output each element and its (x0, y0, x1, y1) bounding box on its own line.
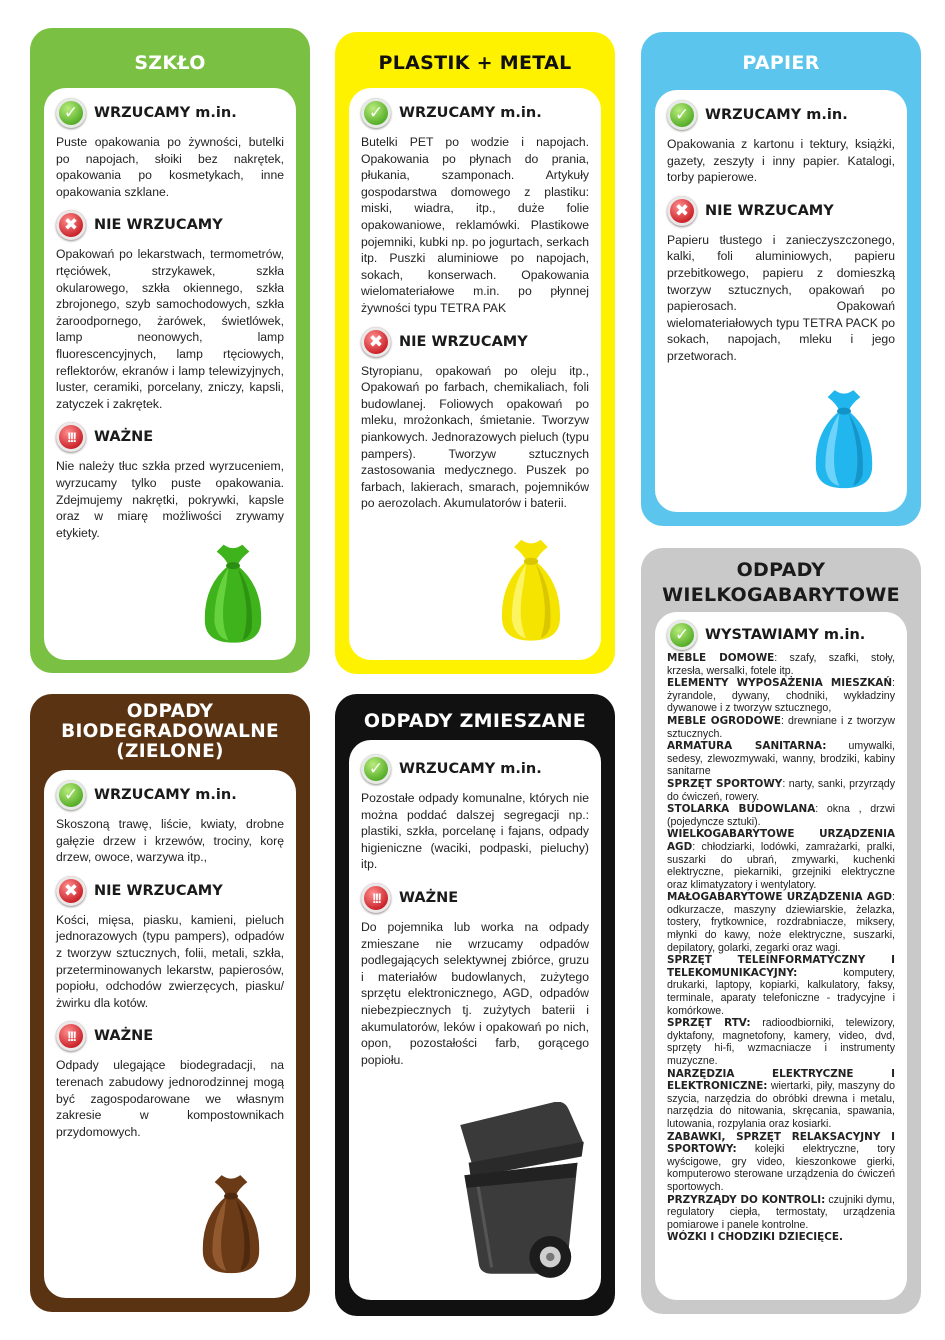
bulky-item-text: wiertarki, piły, maszyny do szycia, narzędzia do obróbki drewna i metalu, narzędzia do nitowania, skręcania, spawania, lutowania, rozpylania oraz kosiarki. (667, 1080, 895, 1130)
bulky-item (667, 803, 895, 828)
bulky-item-head: PRZYRZĄDY DO KONTROLI: (667, 1193, 826, 1206)
card-title: ODPADY ZMIESZANE (363, 710, 587, 732)
section-yes (361, 98, 589, 128)
exclamation-icon: !!! (56, 1021, 86, 1051)
section-label: WAŻNE (94, 1028, 154, 1045)
bulky-item (667, 652, 895, 677)
exclamation-icon: !!! (56, 422, 86, 452)
bulky-item-text: : szafy, szafki, stoły, krzesła, wersalki, fotele itp. (667, 652, 895, 677)
yes-text: Skoszoną trawę, liście, kwiaty, drobne gałęzie drzew i krzewów, trociny, korę drzew, owoce, warzywa itp., (56, 817, 284, 865)
plastic-metal-card (335, 32, 615, 674)
card-title (641, 558, 921, 608)
yes-text: Puste opakowania po żywności, butelki po napojach, słoiki bez nakrętek, opakowania po kosmetykach, inne opakowania szklane. (56, 135, 284, 199)
bulky-item (667, 778, 895, 803)
bulky-item-head: MAŁOGABARYTOWE URZĄDZENIA AGD (667, 891, 893, 904)
bulky-item (667, 1194, 895, 1232)
bulky-item (667, 1068, 895, 1131)
section-label: WRZUCAMY m.in. (705, 107, 848, 123)
bulky-item (667, 740, 895, 778)
bulky-item-text: kolejki elektryczne, tory wyścigowe, gry video, kieszonkowe gierki, komputerowo sterowane urządzenia do ćwiczeń sportowych. (667, 1143, 895, 1193)
section-important (56, 422, 284, 452)
bulky-item (667, 1131, 895, 1194)
card-title: SZKŁO (134, 52, 206, 74)
section-label: NIE WRZUCAMY (705, 202, 834, 219)
yes-text: Pozostałe odpady komunalne, których nie można poddać dalszej segregacji np.: plastiki, szkła, porcelanę i fajans, odpady higieniczne (waciki, podpaski, pieluchy) itp. (361, 791, 589, 872)
bulky-item-head: ELEMENTY WYPOSAŻENIA MIESZKAŃ (667, 677, 893, 690)
section-no (56, 210, 284, 240)
bulky-item (667, 954, 895, 1017)
section-label: NIE WRZUCAMY (94, 882, 223, 899)
cross-icon: ✖ (56, 876, 86, 906)
mixed-card (335, 694, 615, 1316)
section-important (56, 1021, 284, 1051)
important-text: Odpady ulegające biodegradacji, na terenach zabudowy jednorodzinnej mogą być zagospodarowane we własnym zakresie w kompostownikach przydomowych. (56, 1058, 284, 1139)
bulky-item-head: MEBLE OGRODOWE (667, 714, 782, 727)
cross-icon: ✖ (56, 210, 86, 240)
bio-card (30, 694, 310, 1312)
section-label: WAŻNE (94, 429, 154, 446)
title-line: WIELKOGABARYTOWE (662, 584, 900, 606)
bulky-item (667, 828, 895, 891)
title-line: (ZIELONE) (116, 741, 224, 762)
bulky-item-text: : okna , drzwi (pojedyncze sztuki). (667, 803, 895, 828)
yes-text: Butelki PET po wodzie i napojach. Opakowania po płynach do prania, płukania, szamponach. Artykuły gospodarstwa domowego z plastiku: miski, wiadra, itp., duże folie opakowaniowe, reklamówki. Plastikowe pojemniki, kubki np. po jogurtach, serkach itp. Puszki aluminiowe po napojach, sokach, konserwach. Opakowania wielomateriałowe m.in. po płynnej żywności typu TETRA PAK (361, 135, 589, 315)
checkmark-icon: ✓ (361, 98, 391, 128)
bulky-card (641, 548, 921, 1314)
no-text: Styropianu, opakowań po oleju itp., Opakowań po farbach, chemikaliach, foli budowlanej. Foliowych opakowań po mleku, mrożonkach, śmietanie. Tworzyw piankowych. Jednorazowych pieluch (typu pampers). Tworzyw sztucznych zastosowania medycznego. Puszek po farbach, lakierach, smarach, pojemników po aerozolach. Akumulatorów i baterii. (361, 363, 589, 511)
bulky-item-head: NARZĘDZIA ELEKTRYCZNE I ELEKTRONICZNE: (667, 1067, 895, 1093)
section-label: WYSTAWIAMY m.in. (705, 627, 866, 643)
exclamation-icon: !!! (361, 883, 391, 913)
no-text: Opakowań po lekarstwach, termometrów, rtęciówek, strzykawek, szkła okularowego, szkła okiennego, szkła zbrojonego, szyb samochodowych, szkła żaroodpornego, żarówek, świetlówek, lamp neonowych, lamp fluorescencyjnych, lamp rtęciowych, reflektorów, ekranów i lamp telewizyjnych, luster, ceramiki, porcelany, zniczy, kapsli, zatyczek i zakrętek. (56, 247, 284, 411)
section-label: NIE WRZUCAMY (399, 333, 528, 350)
section-no (667, 196, 895, 226)
bulky-item-head: STOLARKA BUDOWLANA (667, 803, 816, 816)
section-yes (361, 754, 589, 784)
checkmark-icon: ✓ (667, 100, 697, 130)
checkmark-icon: ✓ (56, 780, 86, 810)
bulky-item (667, 715, 895, 740)
no-text: Kości, mięsa, piasku, kamieni, pieluch jednorazowych (typu pampers), odpadów z tworzyw sztucznych, folii, metali, szkła, przeterminowanych lekarstw, papierosów, popiołu, odchodów zwierzęcych, piasku/żwirku dla kotów. (56, 912, 284, 1010)
card-title (30, 702, 310, 762)
card-title: PLASTIK + METAL (378, 52, 572, 74)
green-bag-icon (198, 540, 268, 645)
card-panel (655, 612, 907, 1300)
card-title: PAPIER (742, 52, 820, 74)
bulky-item-text: : drewniane i z tworzyw sztucznych. (667, 714, 895, 740)
bulky-item-text: : narty, sanki, przyrządy do ćwiczeń, rowery. (667, 777, 895, 803)
title-line: ODPADY (126, 701, 214, 722)
bulky-item (667, 677, 895, 715)
important-text: Nie należy tłuc szkła przed wyrzuceniem, wyrzucamy tylko puste opakowania. Zdejmujemy nakrętki, pokrywki, kapsle oraz w miarę możliwości zrywamy etykiety. (56, 459, 284, 540)
section-label: WRZUCAMY m.in. (94, 787, 237, 803)
bulky-item-text: czujniki dymu, regulatory ciepła, termostaty, urządzenia pomiarowe i panele kontrolne. (667, 1193, 895, 1231)
checkmark-icon: ✓ (361, 754, 391, 784)
paper-card (641, 32, 921, 526)
cross-icon: ✖ (361, 327, 391, 357)
section-label: WRZUCAMY m.in. (399, 105, 542, 121)
bulky-item-text: : żyrandole, dywany, chodniki, wykładziny dywanowe i z tworzyw sztucznego, (667, 677, 895, 715)
bulky-item-head: MEBLE DOMOWE (667, 652, 775, 664)
bulky-item-text: : chłodziarki, lodówki, zamrażarki, pralki, suszarki do ubrań, zmywarki, kuchenki elektryczne, piekarniki, grzejniki elektryczne oraz klimatyzatory i wentylatory. (667, 840, 895, 891)
important-text: Do pojemnika lub worka na odpady zmieszane nie wrzucamy odpadów podlegających selektywnej zbiórce, gruzu i materiałów budowlanych, zużytego sprzętu elektronicznego, AGD, odpadów niebezpiecznych tj. zużytych baterii i akumulatorów, leków i opakowań po nich, opon, pozostałości farb, gorącego popiołu. (361, 919, 589, 1067)
bulky-items-list (667, 652, 895, 1244)
bulky-item-text: umywalki, sedesy, zlewozmywaki, wanny, brodziki, kabiny sanitarne (667, 740, 895, 778)
section-label: WAŻNE (399, 889, 459, 906)
bulky-item-head: ZABAWKI, SPRZĘT RELAKSACYJNY I SPORTOWY: (667, 1130, 895, 1156)
title-line: ODPADY (736, 559, 826, 581)
yes-text: Opakowania z kartonu i tektury, książki, gazety, zeszyty i inny papier. Katalogi, torby papierowe. (667, 137, 895, 185)
section-yes (56, 780, 284, 810)
bulky-item (667, 1231, 895, 1244)
section-place (667, 620, 895, 650)
glass-card (30, 28, 310, 673)
bulky-item-head: ARMATURA SANITARNA: (667, 740, 827, 753)
section-label: WRZUCAMY m.in. (399, 761, 542, 777)
bulky-item-head: WÓZKI I CHODZIKI DZIECIĘCE. (667, 1231, 843, 1244)
blue-bag-icon (809, 384, 879, 492)
yellow-bag-icon (495, 534, 567, 644)
bulky-item-text: radioodbiorniki, telewizory, dyktafony, magnetofony, kamery, video, dvd, sprzęty hi-fi, wzmacniacze i instrumenty muzyczne. (667, 1017, 895, 1067)
section-label: WRZUCAMY m.in. (94, 105, 237, 121)
checkmark-icon: ✓ (56, 98, 86, 128)
no-text: Papieru tłustego i zanieczyszczonego, kalki, foli aluminiowych, papieru przebitkowego, papieru z domieszką tworzyw sztucznych, opakowań po papierosach. Opakowań wielomateriałowych typu TETRA PACK po sokach, napojach, mleku i jego przetworach. (667, 232, 895, 363)
bulky-item (667, 891, 895, 954)
bulky-item-text: komputery, drukarki, laptopy, kopiarki, kalkulatory, faksy, terminale, aparaty telefoniczne - tradycyjne i komórkowe. (667, 966, 895, 1017)
bulky-item-text: : odkurzacze, maszyny dziewiarskie, żelazka, tostery, frytkownice, rozdrabniacze, miksery, młynki do kawy, noże elektryczne, suszarki, depilatory, golarki, zegarki oraz wagi. (667, 891, 895, 954)
waste-bin-icon (453, 1102, 591, 1280)
bulky-item-head: SPRZĘT SPORTOWY (667, 777, 783, 790)
checkmark-icon: ✓ (667, 620, 697, 650)
section-no (361, 327, 589, 357)
cross-icon: ✖ (667, 196, 697, 226)
title-line: BIODEGRADOWALNE (61, 721, 279, 742)
section-yes (667, 100, 895, 130)
section-label: NIE WRZUCAMY (94, 217, 223, 234)
bulky-item-head: WIELKOGABARYTOWE URZĄDZENIA AGD (667, 828, 895, 853)
section-no (56, 876, 284, 906)
brown-bag-icon (196, 1168, 266, 1278)
bulky-item-head: SPRZĘT RTV: (667, 1017, 751, 1030)
bulky-item (667, 1017, 895, 1067)
bulky-item-head: SPRZĘT TELEINFORMATYCZNY I TELEKOMUNIKACYJNY: (667, 954, 895, 979)
section-yes (56, 98, 284, 128)
section-important (361, 883, 589, 913)
